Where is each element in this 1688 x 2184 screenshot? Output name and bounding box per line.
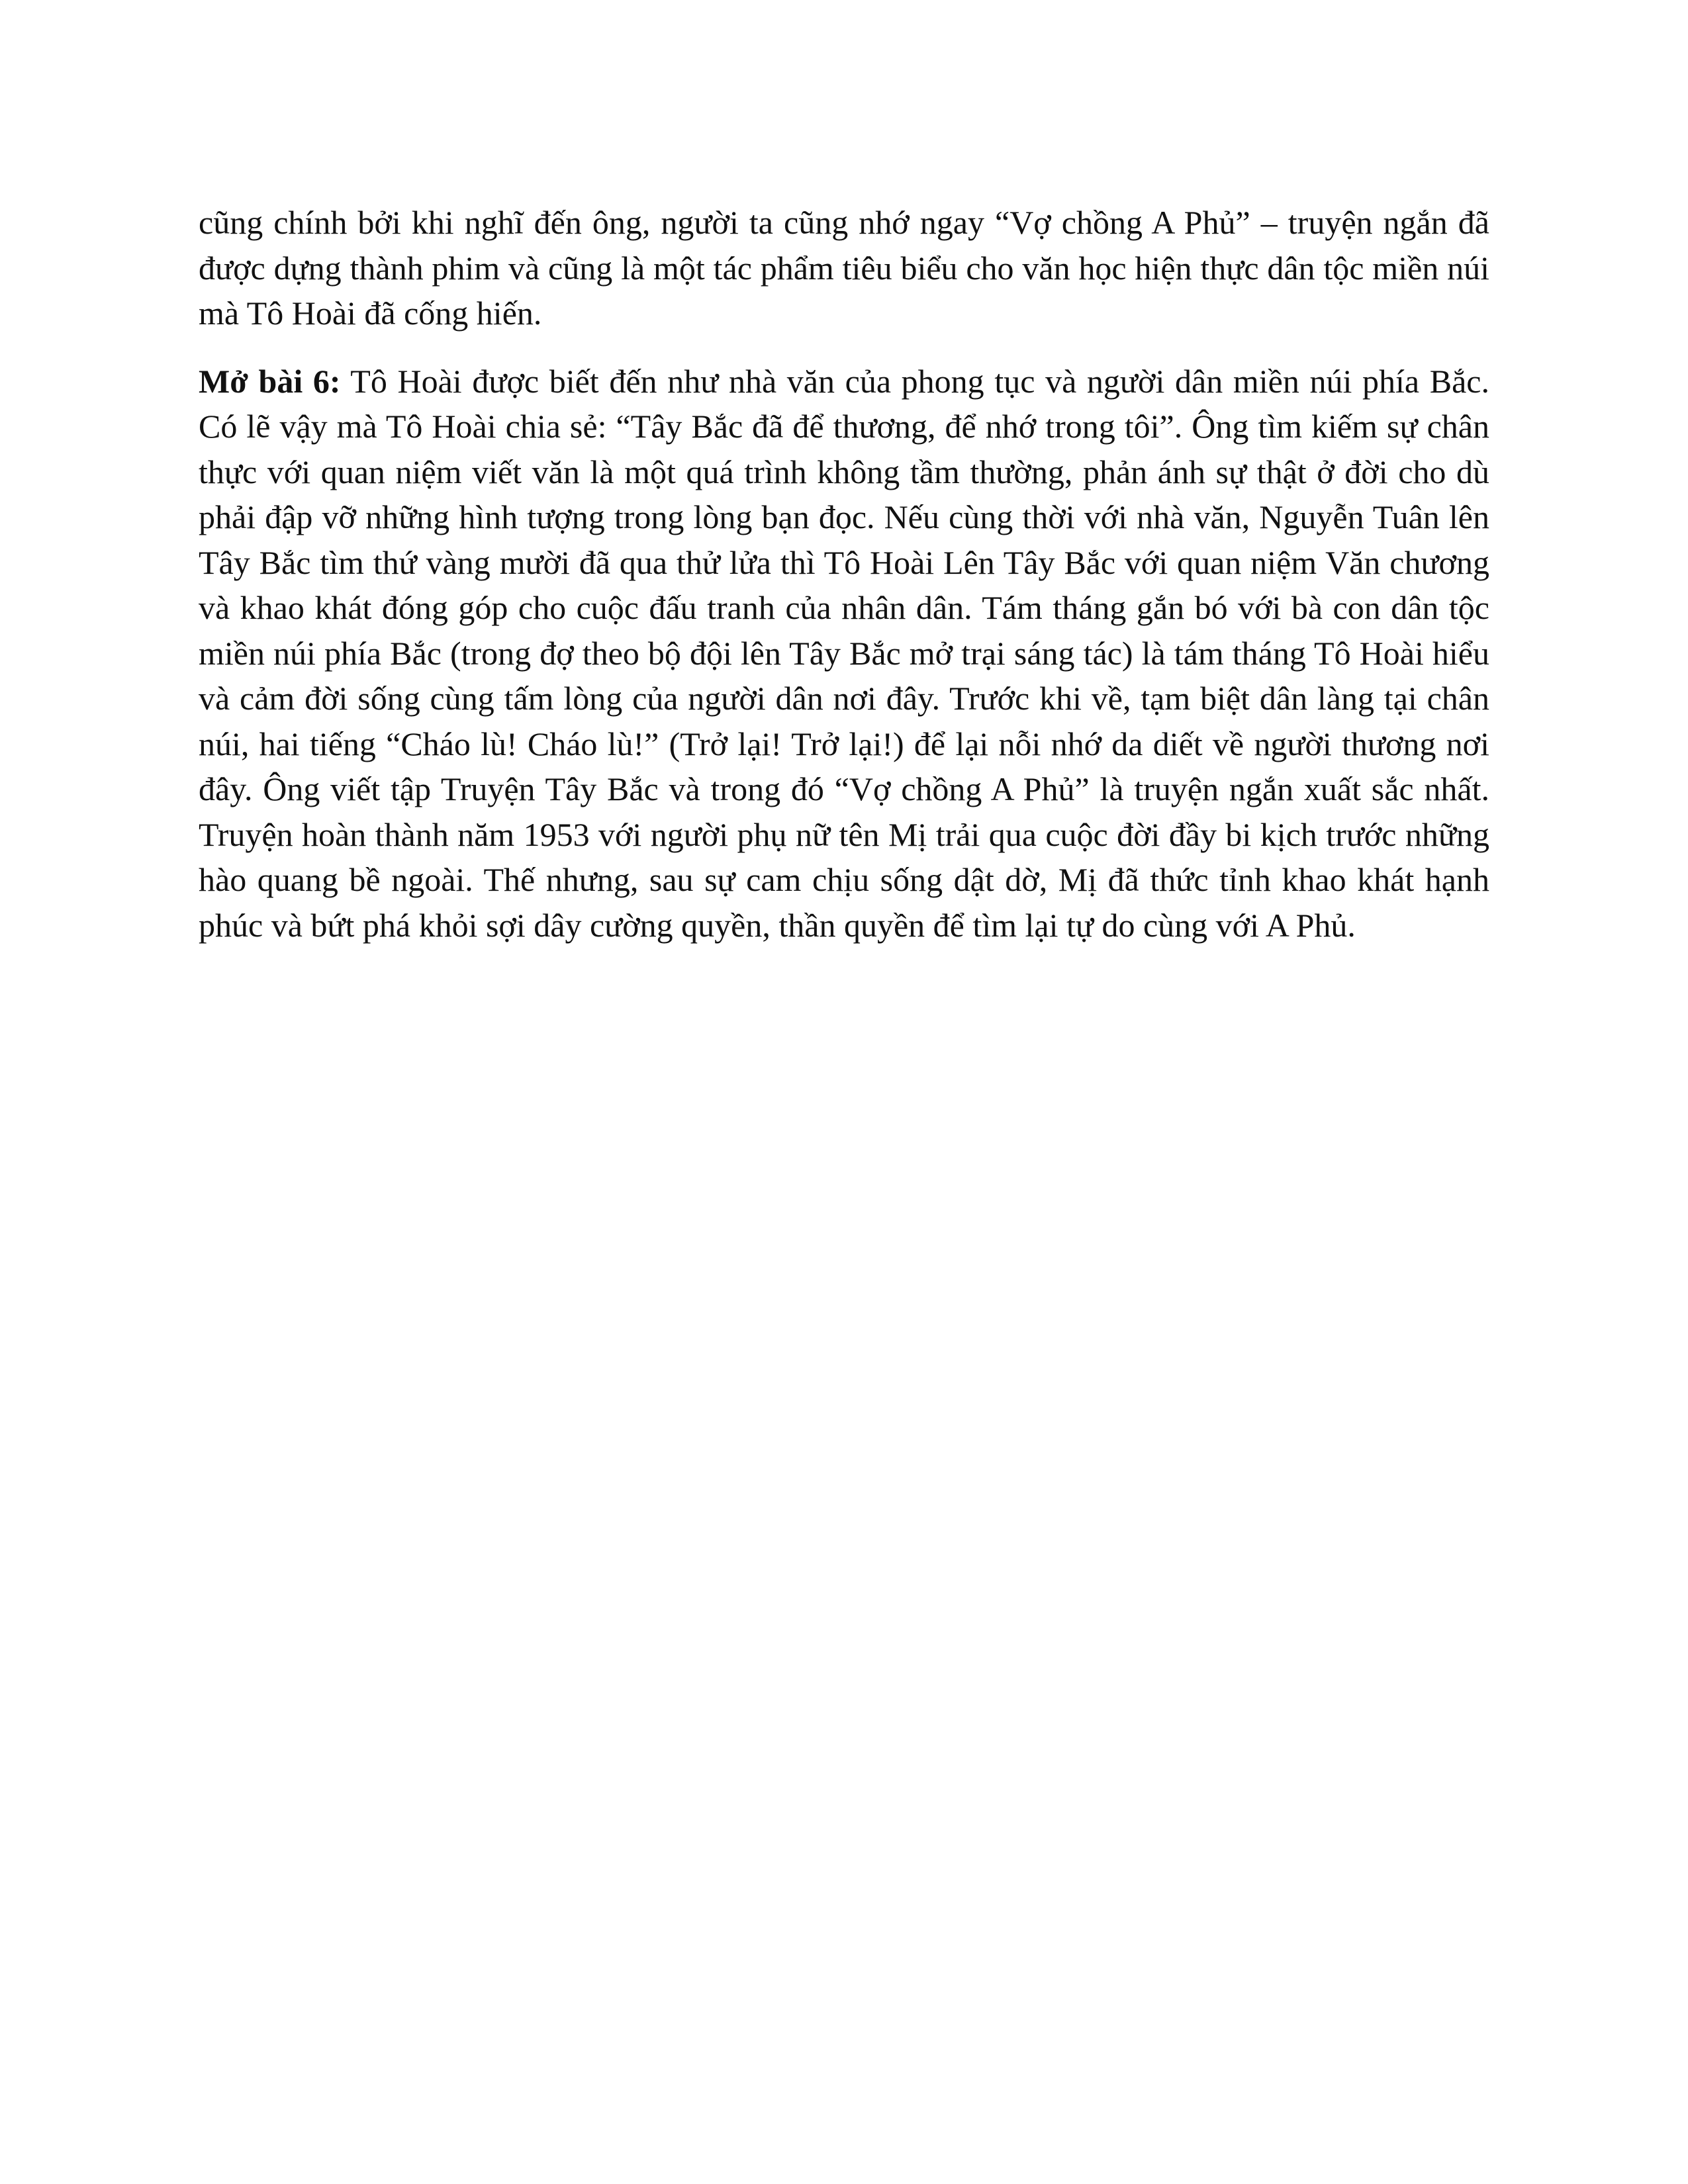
paragraph-heading: Mở bài 6:: [199, 362, 341, 400]
paragraph-text: Tô Hoài được biết đến như nhà văn của phong tục và người dân miền núi phía Bắc. Có lẽ vậy mà Tô Hoài chia sẻ: “Tây Bắc đã để thương, để nhớ trong tôi”. Ông tìm kiếm sự chân thực với quan niệm viết văn là một quá trình không tầm thường, phản ánh sự thật ở đời cho dù phải đập vỡ những hình tượng trong lòng bạn đọc. Nếu cùng thời với nhà văn, Nguyễn Tuân lên Tây Bắc tìm thứ vàng mười đã qua thử lửa thì Tô Hoài Lên Tây Bắc với quan niệm Văn chương và khao khát đóng góp cho cuộc đấu tranh của nhân dân. Tám tháng gắn bó với bà con dân tộc miền núi phía Bắc (trong đợ theo bộ đội lên Tây Bắc mở trại sáng tác) là tám tháng Tô Hoài hiểu và cảm đời sống cùng tấm lòng của người dân nơi đây. Trước khi về, tạm biệt dân làng tại chân núi, hai tiếng “Cháo lù! Cháo lù!” (Trở lại! Trở lại!) để lại nỗi nhớ da diết về người thương nơi đây. Ông viết tập Truyện Tây Bắc và trong đó “Vợ chồng A Phủ” là truyện ngắn xuất sắc nhất. Truyện hoàn thành năm 1953 với người phụ nữ tên Mị trải qua cuộc đời đầy bi kịch trước những hào quang bề ngoài. Thế nhưng, sau sự cam chịu sống dật dờ, Mị đã thức tỉnh khao khát hạnh phúc và bứt phá khỏi sợi dây cường quyền, thần quyền để tìm lại tự do cùng với A Phủ.: [199, 362, 1490, 944]
paragraph-intro-continuation: [199, 200, 1489, 336]
paragraph-text: cũng chính bởi khi nghĩ đến ông, người ta cũng nhớ ngay “Vợ chồng A Phủ” – truyện ngắn đã được dựng thành phim và cũng là một tác phẩm tiêu biểu cho văn học hiện thực dân tộc miền núi mà Tô Hoài đã cống hiến.: [199, 204, 1489, 332]
paragraph-mo-bai-6: [199, 359, 1489, 948]
document-body: [199, 200, 1489, 948]
